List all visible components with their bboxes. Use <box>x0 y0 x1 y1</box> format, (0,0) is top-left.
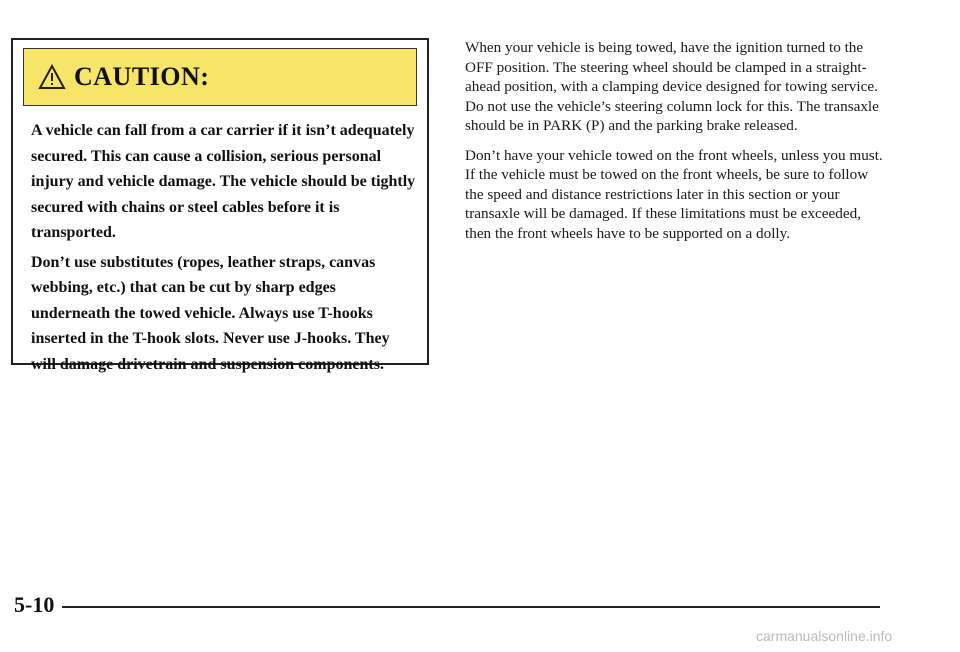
warning-triangle-icon <box>38 64 66 90</box>
caution-body <box>31 118 416 381</box>
caution-box <box>11 38 429 373</box>
body-text-column <box>465 38 885 253</box>
page-number: 5-10 <box>14 592 55 617</box>
caution-paragraph: Don’t use substitutes (ropes, leather straps, canvas webbing, etc.) that can be cut by sharp edges underneath the towed vehicle. Always use T-hooks inserted in the T-hook slots. Never use J-hooks. They will damage drivetrain and suspension components. <box>31 253 390 373</box>
body-paragraph: Don’t have your vehicle towed on the front wheels, unless you must. If the vehicle must be towed on the front wheels, be sure to follow the speed and distance restrictions later in this section or your transaxle will be damaged. If these limitations must be exceeded, then the front wheels have to be supported on a dolly. <box>465 146 883 242</box>
caution-paragraph: A vehicle can fall from a car carrier if it isn’t adequately secured. This can cause a collision, serious personal injury and vehicle damage. The vehicle should be tightly secured with chains or steel cables before it is transported. <box>31 122 416 241</box>
caution-header <box>23 48 417 106</box>
page-footer <box>14 590 880 620</box>
caution-title: CAUTION: <box>74 62 210 91</box>
body-paragraph: When your vehicle is being towed, have the ignition turned to the OFF position. The steering wheel should be clamped in a straight-ahead position, with a clamping device designed for towing service. Do not use the vehicle’s steering column lock for this. The transaxle should be in PARK (P) and the parking brake released. <box>465 39 879 134</box>
watermark: carmanualsonline.info <box>756 628 893 644</box>
footer-rule <box>62 606 880 608</box>
